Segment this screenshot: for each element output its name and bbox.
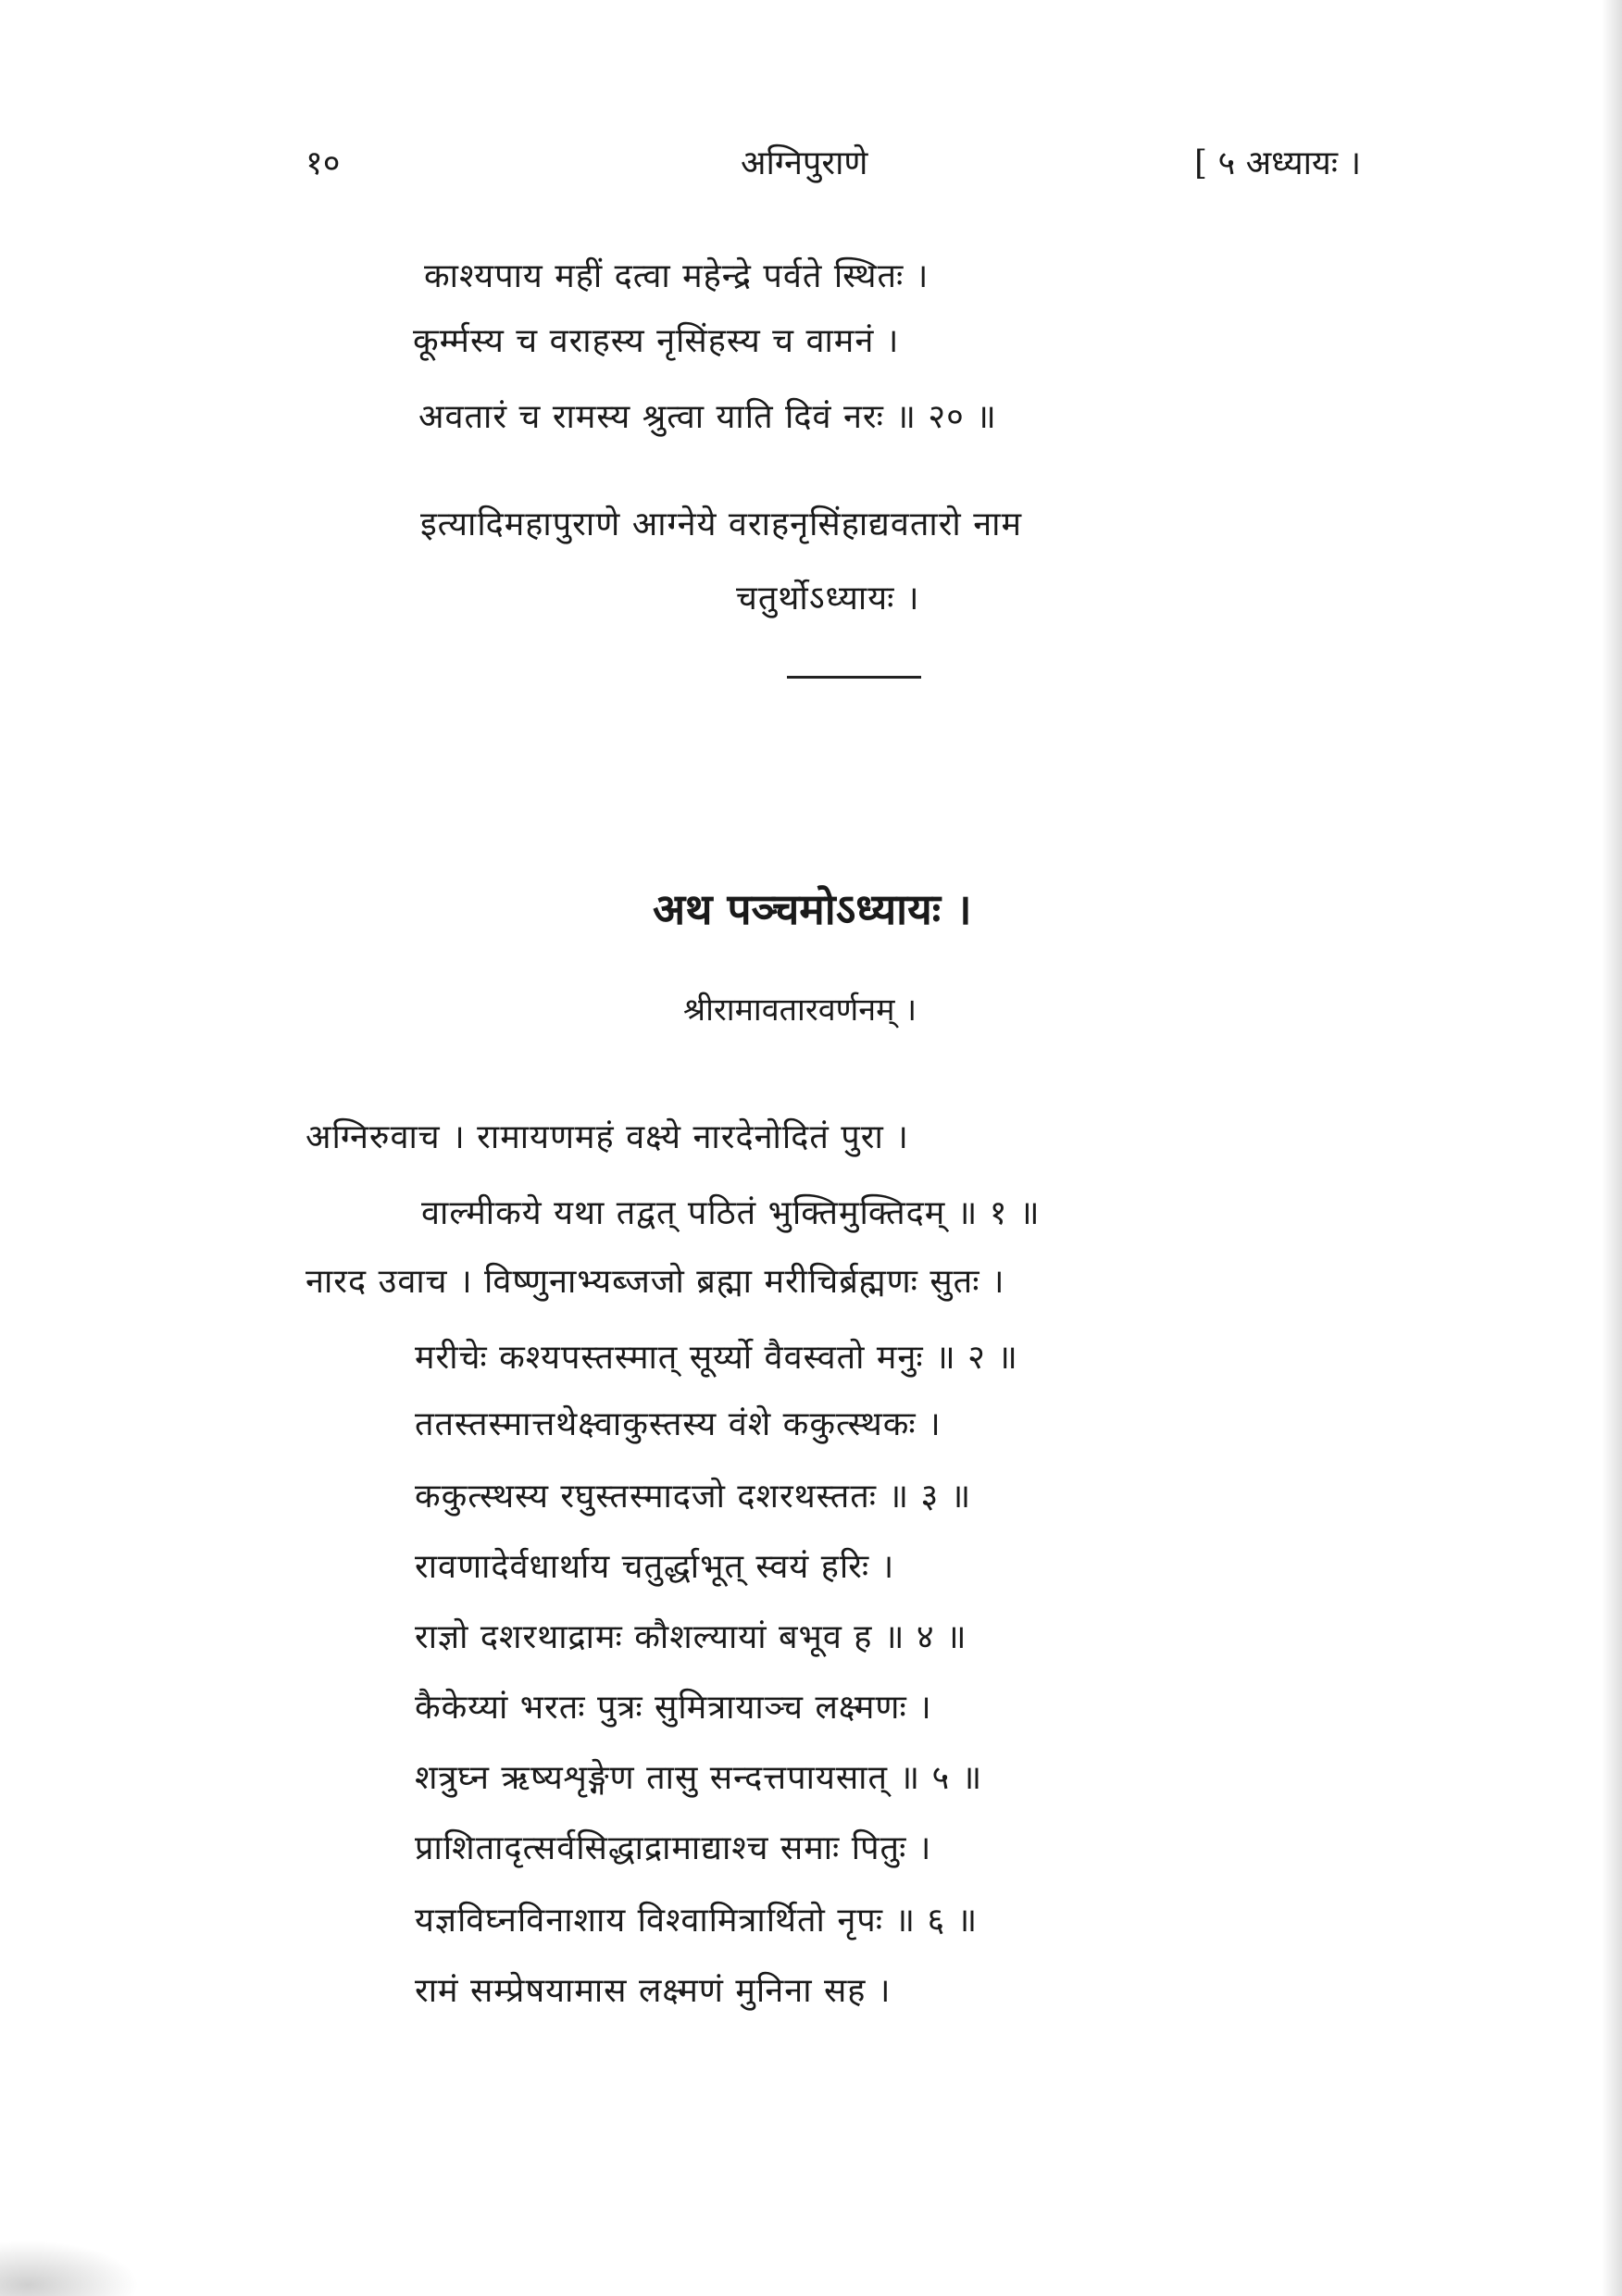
verse-line: ततस्तस्मात्तथेक्ष्वाकुस्तस्य वंशे ककुत्स्थकः ।: [415, 1405, 942, 1443]
page-edge-shadow: [1602, 0, 1622, 2296]
verse-line: कैकेय्यां भरतः पुत्रः सुमित्रायाञ्च लक्ष्मणः ।: [415, 1689, 932, 1727]
verse-line: अवतारं च रामस्य श्रुत्वा याति दिवं नरः ॥ २० ॥: [418, 398, 997, 436]
verse-line: रावणादेर्वधार्थाय चतुर्द्धाभूत् स्वयं हरिः ।: [415, 1548, 895, 1586]
section-divider: [787, 676, 921, 679]
verse-line: काश्यपाय महीं दत्वा महेन्द्रे पर्वते स्थितः ।: [424, 257, 930, 295]
verse-line: वाल्मीकये यथा तद्वत् पठितं भुक्तिमुक्तिदम् ॥ १ ॥: [421, 1194, 1041, 1232]
verse-line: शत्रुघ्न ऋष्यशृङ्गेण तासु सन्दत्तपायसात् ॥ ५ ॥: [415, 1759, 983, 1797]
chapter-reference: [ ५ अध्यायः ।: [1194, 144, 1362, 182]
page-number: १०: [306, 144, 341, 182]
colophon-chapter-end: चतुर्थोऽध्यायः ।: [736, 580, 920, 618]
chapter-subtitle: श्रीरामावतारवर्णनम् ।: [683, 992, 917, 1029]
verse-line: राज्ञो दशरथाद्रामः कौशल्यायां बभूव ह ॥ ४ ॥: [415, 1618, 967, 1656]
verse-line: अग्निरुवाच । रामायणमहं वक्ष्ये नारदेनोदितं पुरा ।: [306, 1118, 909, 1156]
verse-line: मरीचेः कश्यपस्तस्मात् सूर्य्यो वैवस्वतो मनुः ॥ २ ॥: [415, 1339, 1018, 1377]
scan-smudge: [0, 2240, 139, 2296]
verse-line: ककुत्स्थस्य रघुस्तस्मादजो दशरथस्ततः ॥ ३ ॥: [415, 1478, 972, 1516]
running-title: अग्निपुराणे: [741, 144, 868, 182]
verse-line: प्राशितादृत्सर्वसिद्धाद्रामाद्याश्च समाः पितुः ।: [415, 1829, 932, 1867]
verse-line: कूर्म्मस्य च वराहस्य नृसिंहस्य च वामनं ।: [413, 322, 900, 360]
colophon: इत्यादिमहापुराणे आग्नेये वराहनृसिंहाद्यवतारो नाम: [420, 505, 1023, 543]
chapter-title: अथ पञ्चमोऽध्यायः ।: [653, 884, 972, 934]
verse-line: यज्ञविघ्नविनाशाय विश्वामित्रार्थितो नृपः ॥ ६ ॥: [415, 1902, 979, 1940]
verse-line: रामं सम्प्रेषयामास लक्ष्मणं मुनिना सह ।: [415, 1972, 892, 2010]
verse-line: नारद उवाच । विष्णुनाभ्यब्जजो ब्रह्मा मरीचिर्ब्रह्मणः सुतः ।: [306, 1263, 1005, 1301]
